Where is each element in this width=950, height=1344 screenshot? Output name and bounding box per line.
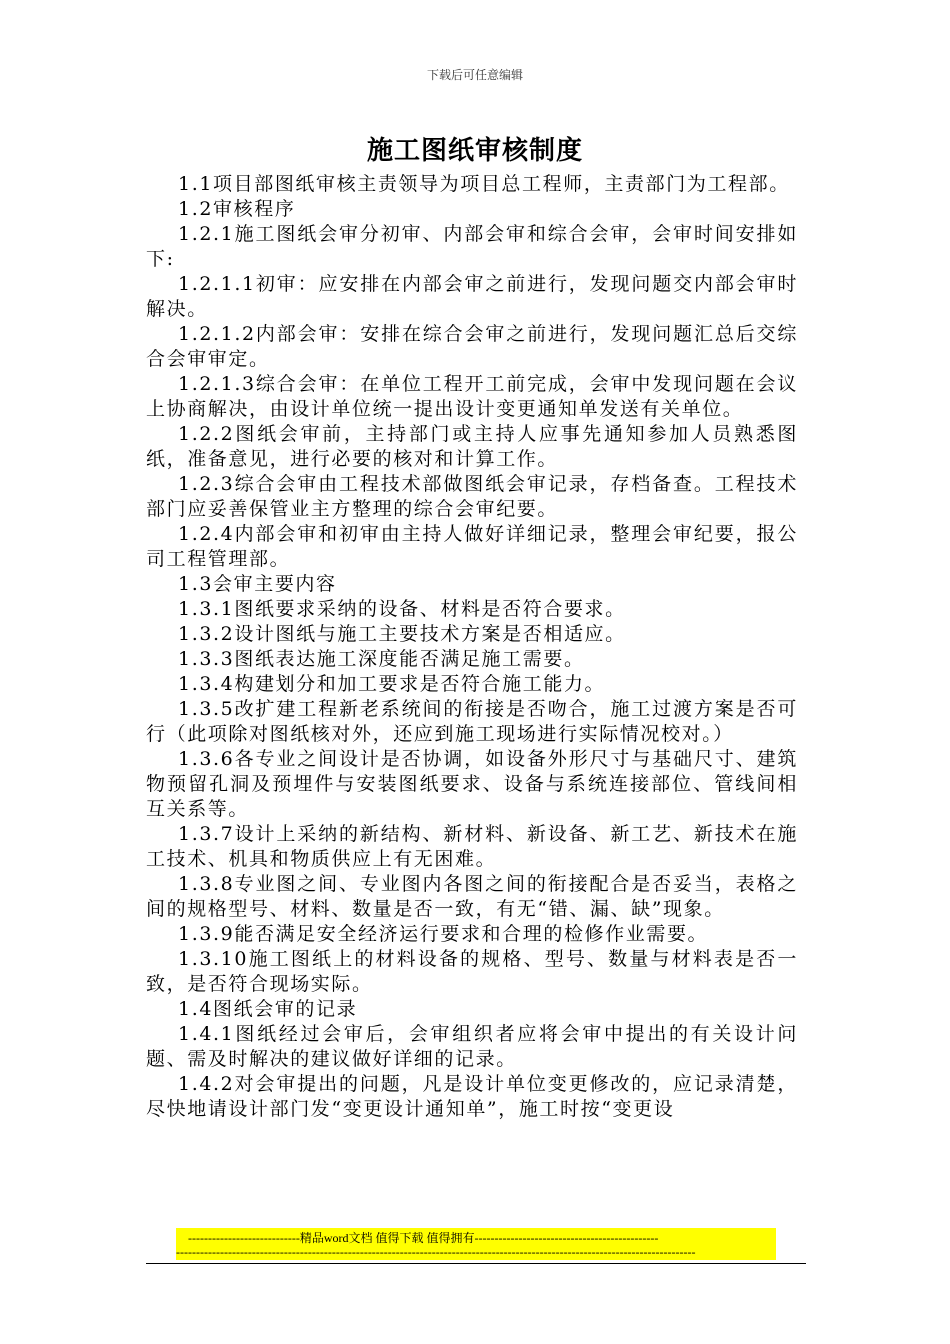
- paragraph: 1.2.1施工图纸会审分初审、内部会审和综合会审，会审时间安排如下:: [146, 223, 798, 270]
- footer-banner-text: ----------------------------精品word文档 值得下载 值得拥有----------------------------------------------: [188, 1231, 659, 1245]
- paragraph: 1.3.8专业图之间、专业图内各图之间的衔接配合是否妥当，表格之间的规格型号、材料、数量是否一致，有无“错、漏、缺”现象。: [146, 873, 798, 920]
- paragraph: 1.2.3综合会审由工程技术部做图纸会审记录，存档备查。工程技术部门应妥善保管业主方整理的综合会审纪要。: [146, 473, 798, 520]
- paragraph: 1.4.1图纸经过会审后，会审组织者应将会审中提出的有关设计问题、需及时解决的建议做好详细的记录。: [146, 1023, 798, 1070]
- paragraph: 1.3.2设计图纸与施工主要技术方案是否相适应。: [178, 623, 626, 645]
- paragraph: 1.2.2图纸会审前，主持部门或主持人应事先通知参加人员熟悉图纸，准备意见，进行必要的核对和计算工作。: [146, 423, 798, 470]
- footer-banner-dashes: ----------------------------------------------------------------------------------------------------------------------------------: [176, 1245, 696, 1259]
- paragraph: 1.3.6各专业之间设计是否协调，如设备外形尺寸与基础尺寸、建筑物预留孔洞及预埋件与安装图纸要求、设备与系统连接部位、管线间相互关系等。: [146, 748, 798, 820]
- footer-divider: [146, 1263, 806, 1264]
- header-note: 下载后可任意编辑: [426, 68, 523, 82]
- paragraph: 1.3.3图纸表达施工深度能否满足施工需要。: [178, 648, 585, 670]
- paragraph: 1.4图纸会审的记录: [178, 998, 358, 1020]
- document-body: [146, 172, 798, 1122]
- paragraph: 1.3.7设计上采纳的新结构、新材料、新设备、新工艺、新技术在施工技术、机具和物质供应上有无困难。: [146, 823, 798, 870]
- paragraph: 1.4.2对会审提出的问题，凡是设计单位变更修改的，应记录清楚，尽快地请设计部门发“变更设计通知单”，施工时按“变更设: [146, 1073, 798, 1120]
- paragraph: 1.2.1.1初审：应安排在内部会审之前进行，发现问题交内部会审时解决。: [146, 273, 798, 320]
- paragraph: 1.3.10施工图纸上的材料设备的规格、型号、数量与材料表是否一致，是否符合现场实际。: [146, 948, 798, 995]
- paragraph: 1.3.9能否满足安全经济运行要求和合理的检修作业需要。: [178, 923, 709, 945]
- paragraph: 1.2.1.3综合会审：在单位工程开工前完成，会审中发现问题在会议上协商解决，由设计单位统一提出设计变更通知单发送有关单位。: [146, 373, 798, 420]
- paragraph: 1.3.1图纸要求采纳的设备、材料是否符合要求。: [178, 598, 626, 620]
- paragraph: 1.2.1.2内部会审：安排在综合会审之前进行，发现问题汇总后交综合会审审定。: [146, 323, 798, 370]
- paragraph: 1.3.4构建划分和加工要求是否符合施工能力。: [178, 673, 606, 695]
- paragraph: 1.3.5改扩建工程新老系统间的衔接是否吻合，施工过渡方案是否可行（此项除对图纸核对外，还应到施工现场进行实际情况校对。）: [146, 698, 798, 745]
- paragraph: 1.3会审主要内容: [178, 573, 337, 595]
- document-title: 施工图纸审核制度: [366, 136, 583, 166]
- paragraph: 1.1项目部图纸审核主责领导为项目总工程师，主责部门为工程部。: [178, 173, 790, 195]
- paragraph: 1.2.4内部会审和初审由主持人做好详细记录，整理会审纪要，报公司工程管理部。: [146, 523, 798, 570]
- paragraph: 1.2审核程序: [178, 198, 296, 220]
- footer-banner: [176, 1228, 776, 1260]
